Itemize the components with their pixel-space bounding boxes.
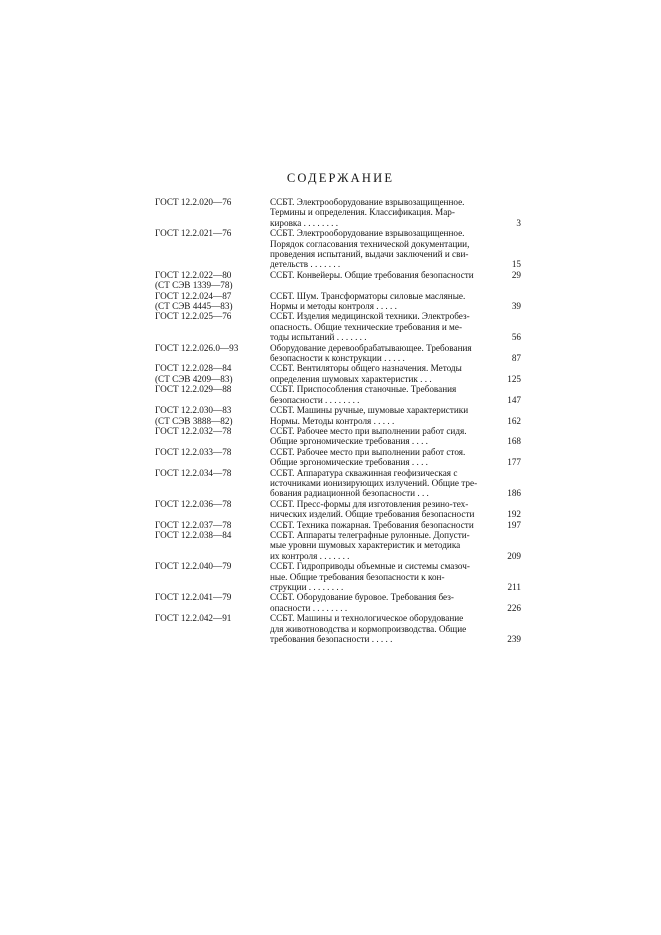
- page-number: 226: [507, 602, 521, 613]
- description-line: ССБТ. Оборудование буровое. Требования без-: [270, 592, 454, 603]
- toc-entry: [155, 592, 521, 613]
- description-line: детельств . . . . . . .: [270, 259, 341, 270]
- standard-codes: [155, 447, 267, 457]
- standard-code: (СТ СЭВ 3888—82): [155, 415, 233, 426]
- entry-description: [270, 363, 508, 384]
- description-line: опасность. Общие технические требования и ме-: [270, 321, 463, 332]
- toc-entry: [155, 343, 521, 364]
- description-line: струкции . . . . . . . .: [270, 582, 344, 593]
- toc-entry: [155, 384, 521, 405]
- description-line: ССБТ. Шум. Трансформаторы силовые масляные.: [270, 290, 466, 301]
- description-line: ССБТ. Изделия медицинской техники. Электробез-: [270, 311, 470, 322]
- description-line: ные. Общие требования безопасности к кон-: [270, 571, 445, 582]
- description-line: ССБТ. Электрооборудование взрывозащищенное.: [270, 228, 465, 239]
- page-number: 209: [507, 550, 521, 561]
- standard-code: ГОСТ 12.2.037—78: [155, 519, 232, 530]
- table-of-contents: [155, 197, 521, 644]
- description-line: ССБТ. Аппараты телеграфные рулонные. Допусти-: [270, 529, 470, 540]
- standard-codes: [155, 405, 267, 426]
- standard-code: ГОСТ 12.2.024—87: [155, 290, 232, 301]
- standard-code: ГОСТ 12.2.030—83: [155, 405, 232, 416]
- page-number: 3: [516, 217, 521, 228]
- description-line: ССБТ. Конвейеры. Общие требования безопасности: [270, 269, 474, 280]
- standard-code: ГОСТ 12.2.032—78: [155, 425, 232, 436]
- toc-entry: [155, 291, 521, 312]
- description-line: ССБТ. Машины и технологическое оборудование: [270, 613, 464, 624]
- standard-code: ГОСТ 12.2.034—78: [155, 467, 232, 478]
- entry-description: [270, 311, 508, 342]
- description-line: нических изделий. Общие требования безопасности: [270, 509, 475, 520]
- description-line: бования радиационной безопасности . . .: [270, 488, 429, 499]
- standard-codes: [155, 291, 267, 312]
- description-line: безопасности . . . . . . . .: [270, 394, 360, 405]
- page-number: 87: [511, 353, 521, 364]
- standard-codes: [155, 343, 267, 353]
- toc-entry: [155, 520, 521, 530]
- toc-entry: [155, 363, 521, 384]
- standard-code: ГОСТ 12.2.022—80: [155, 269, 232, 280]
- entry-description: [270, 343, 508, 364]
- description-line: Термины и определения. Классификация. Мар-: [270, 207, 455, 218]
- description-line: опасности . . . . . . . .: [270, 602, 348, 613]
- entry-description: [270, 228, 508, 270]
- standard-codes: [155, 426, 267, 436]
- toc-entry: [155, 197, 521, 228]
- description-line: проведения испытаний, выдачи заключений и сви-: [270, 249, 469, 260]
- standard-code: ГОСТ 12.2.042—91: [155, 613, 232, 624]
- entry-description: [270, 270, 508, 280]
- toc-entry: [155, 270, 521, 291]
- standard-code: ГОСТ 12.2.040—79: [155, 561, 232, 572]
- toc-entry: [155, 468, 521, 499]
- description-line: ССБТ. Пресс-формы для изготовления резино-тех-: [270, 498, 469, 509]
- standard-code: ГОСТ 12.2.025—76: [155, 311, 232, 322]
- toc-entry: [155, 613, 521, 644]
- entry-description: [270, 197, 508, 228]
- standard-codes: [155, 561, 267, 571]
- toc-entry: [155, 228, 521, 270]
- standard-code: ГОСТ 12.2.029—88: [155, 384, 232, 395]
- description-line: ССБТ. Рабочее место при выполнении работ сидя.: [270, 425, 467, 436]
- entry-description: [270, 592, 508, 613]
- description-line: кировка . . . . . . . .: [270, 217, 339, 228]
- entry-description: [270, 426, 508, 447]
- page-number: 15: [511, 259, 521, 270]
- description-line: ССБТ. Рабочее место при выполнении работ стоя.: [270, 446, 466, 457]
- entry-description: [270, 530, 508, 561]
- standard-code: ГОСТ 12.2.041—79: [155, 592, 232, 603]
- description-line: ССБТ. Вентиляторы общего назначения. Методы: [270, 363, 462, 374]
- description-line: Общие эргономические требования . . . .: [270, 457, 428, 468]
- standard-codes: [155, 270, 267, 291]
- page-number: 162: [507, 415, 521, 426]
- page-number: 186: [507, 488, 521, 499]
- toc-entry: [155, 405, 521, 426]
- standard-code: ГОСТ 12.2.038—84: [155, 529, 232, 540]
- description-line: для животноводства и кормопроизводства. Общие: [270, 623, 467, 634]
- entry-description: [270, 468, 508, 499]
- standard-codes: [155, 520, 267, 530]
- description-line: источниками ионизирующих излучений. Общие тре-: [270, 477, 478, 488]
- standard-codes: [155, 228, 267, 238]
- page-number: 177: [507, 457, 521, 468]
- standard-code: ГОСТ 12.2.033—78: [155, 446, 232, 457]
- description-line: ССБТ. Техника пожарная. Требования безопасности: [270, 519, 474, 530]
- standard-code: (СТ СЭВ 4445—83): [155, 301, 233, 312]
- standard-code: ГОСТ 12.2.036—78: [155, 498, 232, 509]
- standard-code: (СТ СЭВ 4209—83): [155, 373, 233, 384]
- description-line: требования безопасности . . . . .: [270, 634, 393, 645]
- page-title: СОДЕРЖАНИЕ: [286, 171, 395, 185]
- toc-entry: [155, 499, 521, 520]
- standard-code: ГОСТ 12.2.021—76: [155, 228, 232, 239]
- entry-description: [270, 613, 508, 644]
- page-number: 197: [507, 519, 521, 530]
- standard-codes: [155, 613, 267, 623]
- standard-code: ГОСТ 12.2.028—84: [155, 363, 232, 374]
- toc-entry: [155, 311, 521, 342]
- standard-code: ГОСТ 12.2.020—76: [155, 197, 232, 207]
- description-line: Порядок согласования технической документации,: [270, 238, 470, 249]
- entry-description: [270, 291, 508, 312]
- standard-codes: [155, 384, 267, 394]
- entry-description: [270, 499, 508, 520]
- toc-entry: [155, 426, 521, 447]
- description-line: ССБТ. Гидроприводы объемные и системы смазоч-: [270, 561, 470, 572]
- entry-description: [270, 447, 508, 468]
- entry-description: [270, 561, 508, 592]
- description-line: тоды испытаний . . . . . . .: [270, 332, 367, 343]
- description-line: Нормы и методы контроля . . . . .: [270, 301, 397, 312]
- toc-entry: [155, 447, 521, 468]
- page-number: 125: [507, 373, 521, 384]
- page-number: 211: [507, 582, 521, 592]
- standard-codes: [155, 197, 267, 207]
- description-line: их контроля . . . . . . .: [270, 550, 350, 561]
- description-line: безопасности к конструкции . . . . .: [270, 353, 405, 364]
- description-line: ССБТ. Электрооборудование взрывозащищенное.: [270, 197, 465, 207]
- page-number: 192: [507, 509, 521, 520]
- toc-entry: [155, 561, 521, 592]
- description-line: ССБТ. Аппаратура скважинная геофизическая с: [270, 467, 458, 478]
- standard-codes: [155, 592, 267, 602]
- page-number: 39: [511, 301, 521, 312]
- toc-entry: [155, 530, 521, 561]
- entry-description: [270, 405, 508, 426]
- description-line: ССБТ. Приспособления станочные. Требования: [270, 384, 457, 395]
- standard-codes: [155, 468, 267, 478]
- page-number: 168: [507, 436, 521, 447]
- description-line: ССБТ. Машины ручные, шумовые характеристики: [270, 405, 469, 416]
- description-line: Общие эргономические требования . . . .: [270, 436, 428, 447]
- standard-code: ГОСТ 12.2.026.0—93: [155, 342, 239, 353]
- standard-codes: [155, 363, 267, 384]
- entry-description: [270, 384, 508, 405]
- entry-description: [270, 520, 508, 530]
- standard-code: (СТ СЭВ 1339—78): [155, 280, 233, 291]
- standard-codes: [155, 311, 267, 321]
- page-number: 56: [511, 332, 521, 343]
- description-line: Оборудование деревообрабатывающее. Требования: [270, 342, 472, 353]
- standard-codes: [155, 499, 267, 509]
- page-number: 147: [507, 394, 521, 405]
- page-number: 29: [511, 269, 521, 280]
- description-line: мые уровни шумовых характеристик и методика: [270, 540, 461, 551]
- description-line: определения шумовых характеристик . . .: [270, 373, 432, 384]
- page-number: 239: [507, 634, 521, 645]
- standard-codes: [155, 530, 267, 540]
- description-line: Нормы. Методы контроля . . . . .: [270, 415, 395, 426]
